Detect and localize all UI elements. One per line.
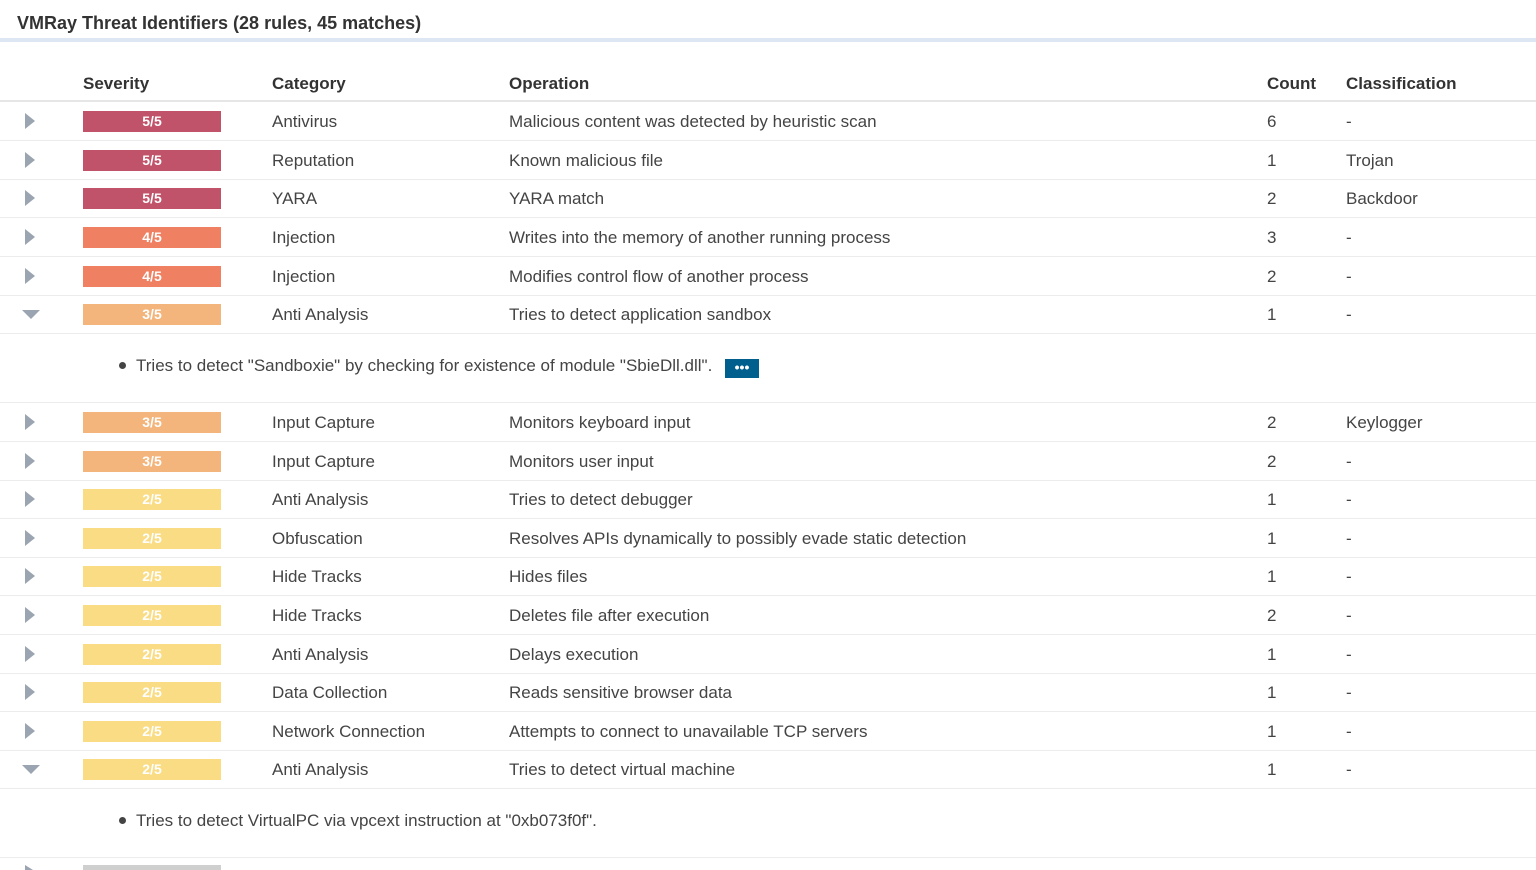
operation-cell: Malicious content was detected by heuristic scan [509, 112, 877, 131]
severity-badge: 5/5 [83, 188, 221, 209]
operation-cell: Attempts to connect to unavailable TCP servers [509, 722, 868, 741]
category-cell: Reputation [272, 151, 355, 170]
count-cell: 1 [1267, 760, 1277, 779]
category-cell: Hide Tracks [272, 567, 362, 586]
table-row[interactable] [0, 712, 1536, 751]
severity-badge: 2/5 [83, 644, 221, 665]
chevron-right-icon[interactable] [22, 228, 40, 246]
classification-cell: - [1346, 490, 1352, 509]
classification-cell: Keylogger [1346, 413, 1423, 432]
severity-badge: 2/5 [83, 682, 221, 703]
count-cell: 2 [1267, 452, 1277, 471]
severity-badge: 2/5 [83, 605, 221, 626]
table-row[interactable] [0, 295, 1536, 334]
table-row[interactable] [0, 442, 1536, 481]
severity-badge: 5/5 [83, 150, 221, 171]
operation-cell: Deletes file after execution [509, 606, 710, 625]
count-cell: 1 [1267, 722, 1277, 741]
severity-badge: 3/5 [83, 304, 221, 325]
severity-badge: 2/5 [83, 566, 221, 587]
severity-bar-partial [83, 865, 221, 870]
column-header-count[interactable]: Count [1267, 74, 1317, 93]
chevron-right-icon[interactable] [22, 267, 40, 285]
count-cell: 1 [1267, 567, 1277, 586]
classification-cell: - [1346, 529, 1352, 548]
table-row[interactable] [0, 596, 1536, 635]
chevron-right-icon[interactable] [22, 413, 40, 431]
chevron-right-icon[interactable] [25, 865, 33, 870]
more-details-button[interactable]: ••• [725, 359, 759, 378]
category-cell: Anti Analysis [272, 305, 369, 324]
bullet-icon [119, 817, 126, 824]
severity-badge: 2/5 [83, 721, 221, 742]
table-header [0, 64, 1536, 102]
chevron-right-icon[interactable] [22, 567, 40, 585]
classification-cell: - [1346, 683, 1352, 702]
classification-cell: - [1346, 722, 1352, 741]
classification-cell: Backdoor [1346, 189, 1418, 208]
detail-text: Tries to detect "Sandboxie" by checking for existence of module "SbieDll.dll". [136, 356, 713, 375]
classification-cell: - [1346, 305, 1352, 324]
detail-row [0, 334, 1536, 403]
operation-cell: Monitors keyboard input [509, 413, 691, 432]
table-row[interactable] [0, 257, 1536, 296]
table-row[interactable] [0, 102, 1536, 141]
chevron-right-icon[interactable] [22, 151, 40, 169]
detail-text: Tries to detect VirtualPC via vpcext instruction at "0xb073f0f". [136, 811, 597, 830]
table-row[interactable] [0, 750, 1536, 789]
classification-cell: - [1346, 645, 1352, 664]
category-cell: Network Connection [272, 722, 426, 741]
classification-cell: - [1346, 452, 1352, 471]
severity-badge: 5/5 [83, 111, 221, 132]
category-cell: Data Collection [272, 683, 388, 702]
category-cell: Injection [272, 228, 336, 247]
severity-badge: 2/5 [83, 489, 221, 510]
count-cell: 1 [1267, 645, 1277, 664]
count-cell: 1 [1267, 151, 1277, 170]
table-row[interactable] [0, 141, 1536, 180]
chevron-down-icon[interactable] [22, 760, 40, 778]
count-cell: 6 [1267, 112, 1277, 131]
classification-cell: - [1346, 112, 1352, 131]
category-cell: Anti Analysis [272, 760, 369, 779]
table-row[interactable] [0, 673, 1536, 712]
table-row[interactable] [0, 519, 1536, 558]
operation-cell: Modifies control flow of another process [509, 267, 809, 286]
chevron-right-icon[interactable] [22, 452, 40, 470]
category-cell: Antivirus [272, 112, 338, 131]
classification-cell: - [1346, 606, 1352, 625]
operation-cell: Delays execution [509, 645, 639, 664]
table-row[interactable] [0, 557, 1536, 596]
chevron-right-icon[interactable] [22, 645, 40, 663]
operation-cell: Known malicious file [509, 151, 664, 170]
count-cell: 2 [1267, 189, 1277, 208]
category-cell: Hide Tracks [272, 606, 362, 625]
chevron-right-icon[interactable] [22, 189, 40, 207]
count-cell: 1 [1267, 490, 1277, 509]
category-cell: Anti Analysis [272, 490, 369, 509]
chevron-down-icon[interactable] [22, 305, 40, 323]
bullet-icon [119, 362, 126, 369]
table-row[interactable] [0, 403, 1536, 442]
classification-cell: - [1346, 267, 1352, 286]
category-cell: Injection [272, 267, 336, 286]
category-cell: Input Capture [272, 452, 376, 471]
column-header-severity[interactable]: Severity [83, 74, 150, 93]
severity-badge: 4/5 [83, 266, 221, 287]
severity-badge: 3/5 [83, 412, 221, 433]
operation-cell: Tries to detect debugger [509, 490, 693, 509]
count-cell: 2 [1267, 606, 1277, 625]
chevron-right-icon[interactable] [22, 722, 40, 740]
chevron-right-icon[interactable] [22, 490, 40, 508]
operation-cell: Reads sensitive browser data [509, 683, 733, 702]
severity-badge: 3/5 [83, 451, 221, 472]
chevron-right-icon[interactable] [22, 606, 40, 624]
count-cell: 2 [1267, 267, 1277, 286]
operation-cell: Monitors user input [509, 452, 654, 471]
column-header-classification[interactable]: Classification [1346, 74, 1457, 93]
operation-cell: Resolves APIs dynamically to possibly evade static detection [509, 529, 967, 548]
count-cell: 3 [1267, 228, 1277, 247]
operation-cell: Tries to detect application sandbox [509, 305, 772, 324]
operation-cell: Writes into the memory of another running process [509, 228, 891, 247]
column-header-operation[interactable]: Operation [509, 74, 590, 93]
severity-badge: 4/5 [83, 227, 221, 248]
count-cell: 1 [1267, 305, 1277, 324]
classification-cell: - [1346, 567, 1352, 586]
chevron-right-icon[interactable] [22, 683, 40, 701]
severity-badge: 2/5 [83, 759, 221, 780]
operation-cell: Tries to detect virtual machine [509, 760, 736, 779]
category-cell: Obfuscation [272, 529, 363, 548]
classification-cell: Trojan [1346, 151, 1394, 170]
operation-cell: Hides files [509, 567, 588, 586]
chevron-right-icon[interactable] [22, 112, 40, 130]
table-row[interactable] [0, 218, 1536, 257]
detail-row [0, 789, 1536, 858]
severity-badge: 2/5 [83, 528, 221, 549]
count-cell: 1 [1267, 529, 1277, 548]
classification-cell: - [1346, 228, 1352, 247]
table-row[interactable] [0, 635, 1536, 674]
chevron-right-icon[interactable] [22, 529, 40, 547]
operation-cell: YARA match [509, 189, 605, 208]
table-row[interactable] [0, 179, 1536, 218]
panel-header [0, 0, 1536, 42]
column-header-category[interactable]: Category [272, 74, 346, 93]
count-cell: 1 [1267, 683, 1277, 702]
category-cell: YARA [272, 189, 318, 208]
category-cell: Anti Analysis [272, 645, 369, 664]
category-cell: Input Capture [272, 413, 376, 432]
count-cell: 2 [1267, 413, 1277, 432]
table-row[interactable] [0, 480, 1536, 519]
classification-cell: - [1346, 760, 1352, 779]
panel-title: VMRay Threat Identifiers (28 rules, 45 matches) [17, 13, 422, 33]
